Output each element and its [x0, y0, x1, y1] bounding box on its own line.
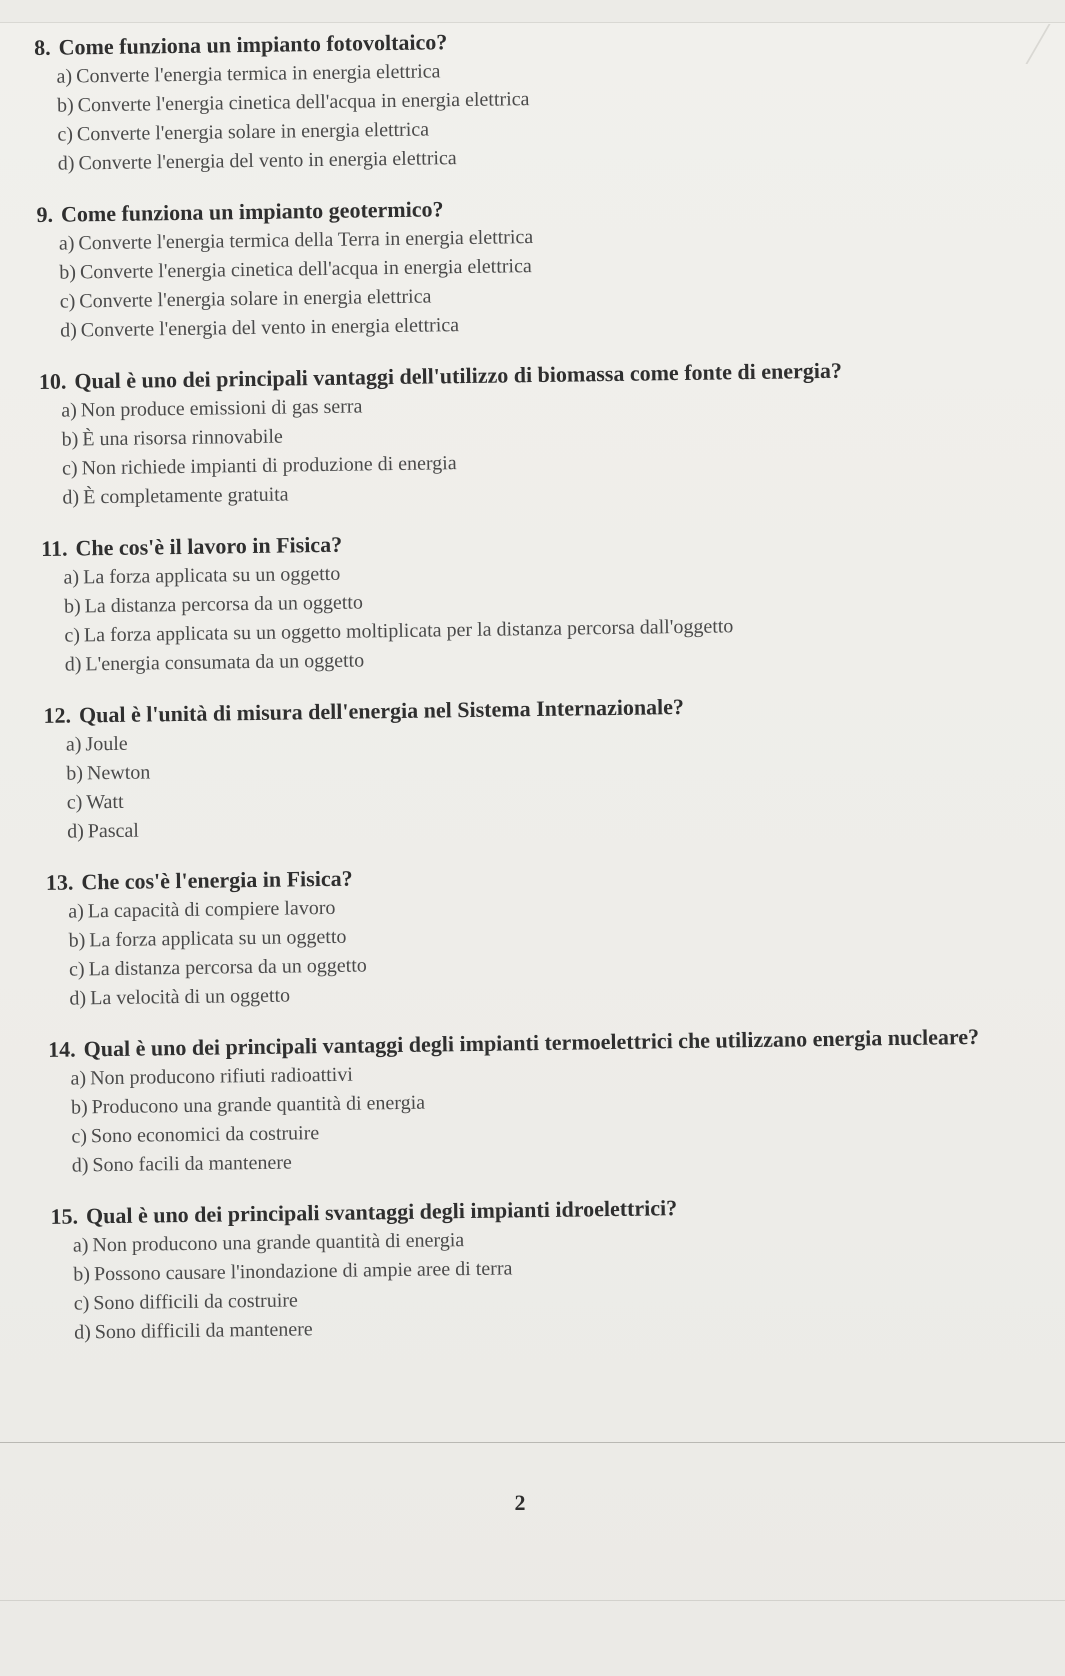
option-text: La forza applicata su un oggetto [89, 925, 347, 952]
option-letter: b) [61, 428, 79, 451]
option-letter: a) [72, 1234, 89, 1257]
question-label: Come funziona un impianto fotovoltaico? [58, 29, 448, 60]
option-text: Producono una grande quantità di energia [91, 1091, 426, 1119]
option-text: Pascal [87, 819, 140, 843]
option-letter: b) [59, 261, 77, 284]
option-letter: c) [71, 1125, 88, 1148]
option-text: Sono difficili da mantenere [94, 1318, 313, 1344]
option-letter: c) [59, 290, 76, 313]
option-text: Watt [86, 790, 124, 814]
question-block [50, 1189, 1062, 1348]
option-text: Converte l'energia termica della Terra in energia elettrica [78, 226, 534, 255]
option-text: L'energia consumata da un oggetto [85, 649, 365, 676]
option-letter: b) [73, 1263, 91, 1286]
option-text: La forza applicata su un oggetto moltiplicata per la distanza percorsa dall'oggetto [83, 615, 734, 647]
question-label: Che cos'è l'energia in Fisica? [81, 865, 353, 895]
option-letter: b) [56, 94, 74, 117]
question-number: 13. [45, 869, 74, 895]
option-letter: c) [61, 457, 78, 480]
option-text: Non produce emissioni di gas serra [80, 395, 363, 422]
option-letter: a) [70, 1067, 87, 1090]
option-text: Converte l'energia solare in energia elettrica [76, 118, 430, 146]
option-letter: d) [62, 486, 80, 509]
question-number: 14. [48, 1036, 76, 1062]
question-label: Come funziona un impianto geotermico? [60, 196, 444, 227]
question-block [48, 1022, 1060, 1181]
option-letter: b) [70, 1096, 88, 1119]
option-letter: c) [66, 791, 83, 814]
question-block [46, 855, 1058, 1014]
option-text: Joule [85, 732, 128, 756]
page-bottom-edge [0, 1600, 1065, 1601]
page-bottom-rule [0, 1442, 1065, 1443]
option-letter: a) [58, 232, 75, 255]
option-text: Possono causare l'inondazione di ampie aree di terra [93, 1257, 513, 1286]
option-text: È una risorsa rinnovabile [82, 425, 283, 451]
option-letter: a) [65, 733, 82, 756]
option-letter: b) [66, 762, 84, 785]
option-text: La capacità di compiere lavoro [87, 896, 336, 923]
question-block [36, 187, 1048, 346]
option-letter: c) [64, 624, 81, 647]
option-text: La forza applicata su un oggetto [82, 562, 341, 589]
option-letter: c) [68, 958, 85, 981]
option-letter: b) [68, 929, 86, 952]
page-top-edge [0, 0, 1065, 23]
question-number: 9. [36, 201, 54, 227]
option-text: Sono economici da costruire [90, 1122, 320, 1148]
option-text: Sono facili da mantenere [92, 1151, 292, 1177]
question-number: 15. [50, 1203, 79, 1229]
option-letter: a) [61, 399, 77, 422]
option-letter: b) [63, 595, 81, 618]
option-letter: d) [69, 987, 87, 1010]
option-letter: d) [73, 1321, 91, 1344]
option-text: La velocità di un oggetto [89, 984, 291, 1010]
option-text: Converte l'energia cinetica dell'acqua in energia elettrica [77, 88, 530, 117]
option-letter: d) [71, 1154, 89, 1177]
option-text: La distanza percorsa da un oggetto [88, 954, 367, 981]
option-letter: d) [59, 319, 77, 342]
option-text: Non richiede impianti di produzione di energia [81, 452, 457, 480]
option-text: È completamente gratuita [82, 483, 289, 509]
question-block [43, 688, 1055, 847]
option-text: Converte l'energia del vento in energia elettrica [80, 314, 460, 342]
option-text: Newton [86, 761, 151, 785]
option-letter: d) [64, 653, 82, 676]
question-number: 10. [38, 368, 67, 394]
question-block [39, 354, 1051, 513]
option-text: Converte l'energia solare in energia elettrica [79, 285, 432, 313]
question-number: 12. [43, 702, 72, 728]
option-text: Sono difficili da costruire [93, 1289, 299, 1315]
option-letter: c) [57, 123, 74, 146]
question-block [41, 521, 1053, 680]
option-letter: a) [68, 900, 84, 923]
option-text: Converte l'energia cinetica dell'acqua in energia elettrica [79, 255, 532, 284]
option-text: La distanza percorsa da un oggetto [84, 591, 364, 618]
option-letter: c) [73, 1292, 90, 1315]
option-letter: d) [57, 152, 75, 175]
option-letter: d) [66, 820, 84, 843]
option-text: Converte l'energia termica in energia elettrica [75, 60, 441, 88]
question-label: Qual è l'unità di misura dell'energia nel Sistema Internazionale? [78, 693, 685, 728]
question-label: Qual è uno dei principali vantaggi degli impianti termoelettrici che utilizzano energia nucleare? [83, 1023, 980, 1062]
option-text: Non producono una grande quantità di energia [92, 1229, 465, 1257]
page-number: 2 [514, 1490, 526, 1515]
option-text: Converte l'energia del vento in energia elettrica [78, 147, 457, 175]
option-letter: a) [56, 65, 73, 88]
option-text: Non producono rifiuti radioattivi [89, 1063, 353, 1090]
option-letter: a) [63, 566, 80, 589]
question-label: Qual è uno dei principali vantaggi dell'utilizzo di biomassa come fonte di energia? [74, 357, 843, 394]
question-number: 11. [41, 535, 68, 561]
question-label: Qual è uno dei principali svantaggi degli impianti idroelettrici? [85, 1195, 678, 1229]
question-label: Che cos'è il lavoro in Fisica? [75, 531, 343, 561]
question-list [34, 20, 1063, 1370]
question-number: 8. [34, 34, 51, 60]
question-block [34, 20, 1046, 179]
